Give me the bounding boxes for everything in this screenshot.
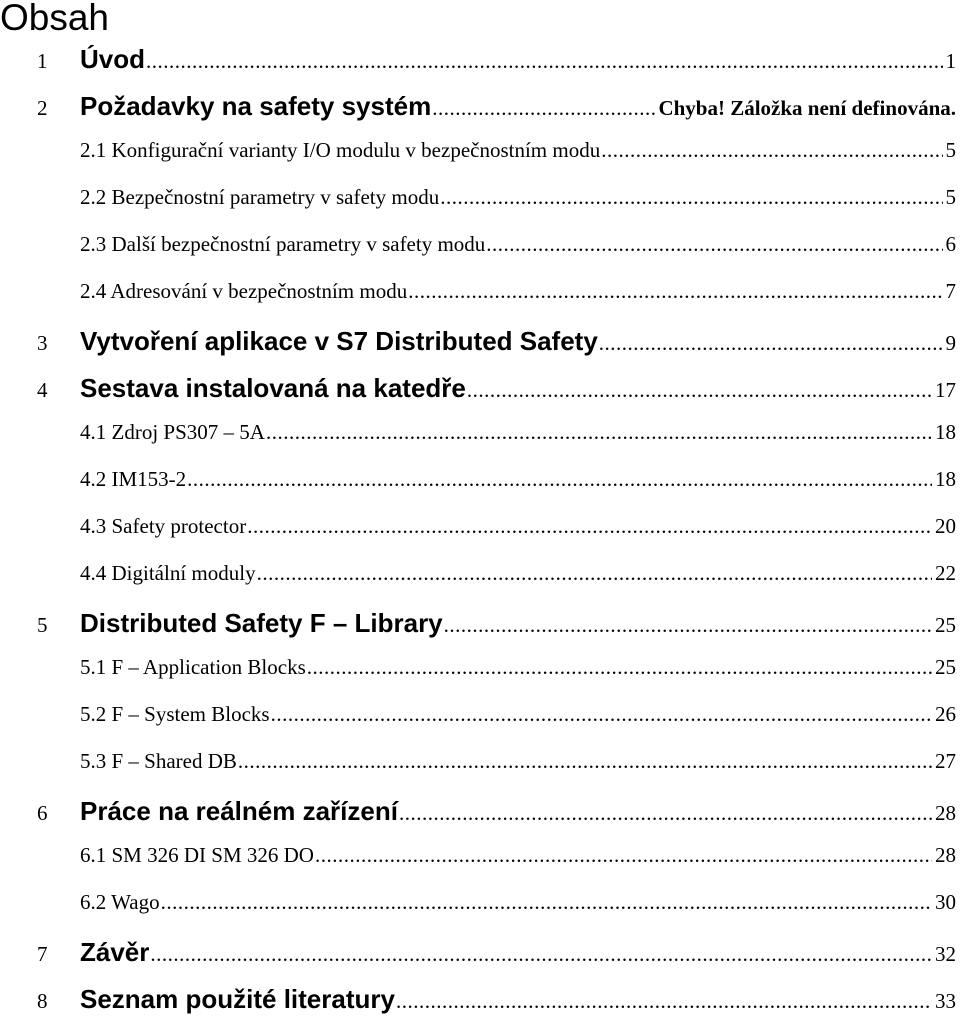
entry-title[interactable]: 6.1 SM 326 DI SM 326 DO (80, 843, 314, 867)
entry-page-number: 27 (935, 749, 956, 773)
entry-page-number: 33 (935, 989, 956, 1013)
toc-entry-section[interactable] (0, 420, 956, 452)
dot-leader (187, 467, 932, 492)
dot-leader (399, 801, 932, 826)
entry-number: 2 (37, 96, 48, 120)
entry-page-number: 5 (945, 138, 956, 162)
entry-page-number: 1 (945, 49, 956, 73)
entry-title[interactable]: 6.2 Wago (80, 890, 160, 914)
toc-entry-chapter[interactable] (0, 608, 956, 640)
dot-leader (599, 331, 943, 356)
toc-entry-chapter[interactable] (0, 326, 956, 358)
entry-title[interactable]: Úvod (80, 44, 145, 74)
dot-leader (271, 702, 932, 727)
entry-title[interactable]: Požadavky na safety systém (80, 91, 432, 121)
entry-number: 6 (37, 801, 48, 825)
dot-leader (238, 749, 932, 774)
entry-title[interactable]: 4.4 Digitální moduly (80, 561, 256, 585)
entry-title[interactable]: 4.3 Safety protector (80, 514, 247, 538)
entry-page-number: 30 (935, 890, 956, 914)
entry-title[interactable]: Závěr (80, 937, 150, 967)
toc-entry-chapter[interactable] (0, 91, 956, 123)
entry-title[interactable]: 2.2 Bezpečnostní parametry v safety modu (80, 185, 440, 209)
entry-title[interactable]: Sestava instalovaná na katedře (80, 373, 466, 403)
dot-leader (266, 420, 932, 445)
dot-leader (396, 989, 932, 1014)
dot-leader (432, 96, 655, 121)
dot-leader (150, 942, 932, 967)
toc-entry-section[interactable] (0, 702, 956, 734)
entry-page-number: 25 (935, 655, 956, 679)
entry-number: 4 (37, 378, 48, 402)
entry-title[interactable]: 4.1 Zdroj PS307 – 5A (80, 420, 265, 444)
page-title: Obsah (0, 0, 110, 38)
entry-title[interactable]: 2.4 Adresování v bezpečnostním modu (80, 279, 408, 303)
entry-page-number: 32 (935, 942, 956, 966)
dot-leader (247, 514, 932, 539)
entry-page-number: 5 (945, 185, 956, 209)
toc-entry-chapter[interactable] (0, 984, 956, 1016)
entry-page-number: 9 (945, 331, 956, 355)
dot-leader (307, 655, 932, 680)
entry-page-number: 7 (945, 279, 956, 303)
entry-number: 1 (37, 49, 48, 73)
toc-entry-section[interactable] (0, 467, 956, 499)
entry-title[interactable]: 4.2 IM153-2 (80, 467, 187, 491)
entry-page-number: 18 (935, 420, 956, 444)
dot-leader (440, 185, 942, 210)
dot-leader (315, 843, 932, 868)
entry-page-number: 28 (935, 801, 956, 825)
entry-title[interactable]: 5.2 F – System Blocks (80, 702, 270, 726)
entry-number: 5 (37, 613, 48, 637)
dot-leader (601, 138, 942, 163)
dot-leader (467, 378, 932, 403)
entry-page-number: 20 (935, 514, 956, 538)
entry-number: 7 (37, 942, 48, 966)
toc-entry-chapter[interactable] (0, 937, 956, 969)
toc-entry-section[interactable] (0, 138, 956, 170)
toc-entry-section[interactable] (0, 749, 956, 781)
dot-leader (486, 232, 942, 257)
toc-entry-chapter[interactable] (0, 44, 956, 76)
dot-leader (408, 279, 942, 304)
toc-entry-section[interactable] (0, 232, 956, 264)
entry-page-number: 25 (935, 613, 956, 637)
entry-page-number: Chyba! Záložka není definována. (658, 96, 956, 120)
entry-page-number: 22 (935, 561, 956, 585)
dot-leader (146, 49, 943, 74)
entry-title[interactable]: 2.1 Konfigurační varianty I/O modulu v bezpečnostním modu (80, 138, 601, 162)
toc-entry-chapter[interactable] (0, 373, 956, 405)
dot-leader (161, 890, 932, 915)
entry-page-number: 18 (935, 467, 956, 491)
toc-entry-section[interactable] (0, 279, 956, 311)
entry-number: 8 (37, 989, 48, 1013)
entry-title[interactable]: Seznam použité literatury (80, 984, 395, 1014)
entry-title[interactable]: Distributed Safety F – Library (80, 608, 443, 638)
entry-page-number: 26 (935, 702, 956, 726)
toc-entry-chapter[interactable] (0, 796, 956, 828)
entry-title[interactable]: Práce na reálném zařízení (80, 796, 398, 826)
toc-entry-section[interactable] (0, 561, 956, 593)
entry-page-number: 28 (935, 843, 956, 867)
entry-page-number: 6 (945, 232, 956, 256)
toc-entry-section[interactable] (0, 185, 956, 217)
entry-title[interactable]: Vytvoření aplikace v S7 Distributed Safety (80, 326, 598, 356)
entry-number: 3 (37, 331, 48, 355)
entry-page-number: 17 (935, 378, 956, 402)
entry-title[interactable]: 5.1 F – Application Blocks (80, 655, 306, 679)
toc-entry-section[interactable] (0, 890, 956, 922)
entry-title[interactable]: 2.3 Další bezpečnostní parametry v safety modu (80, 232, 486, 256)
dot-leader (444, 613, 932, 638)
toc-entry-section[interactable] (0, 655, 956, 687)
entry-title[interactable]: 5.3 F – Shared DB (80, 749, 237, 773)
toc-entry-section[interactable] (0, 514, 956, 546)
dot-leader (257, 561, 932, 586)
toc-entry-section[interactable] (0, 843, 956, 875)
